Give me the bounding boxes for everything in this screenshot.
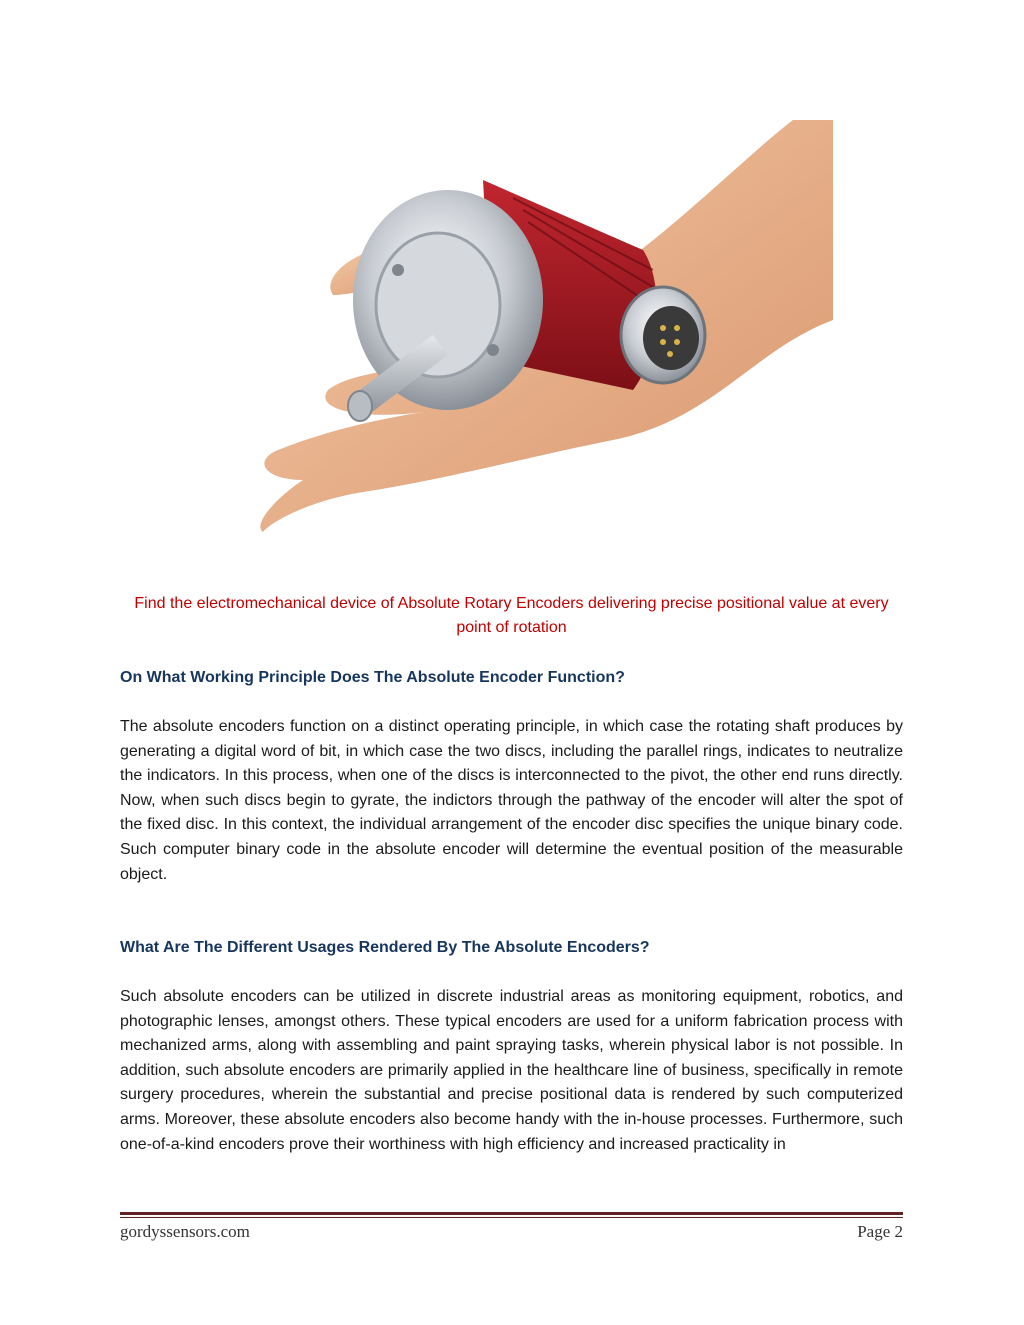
- rotary-encoder-icon: [193, 120, 833, 550]
- section-body-working-principle: The absolute encoders function on a distinct operating principle, in which case the rotating shaft produces by generating a digital word of bit, in which case the two discs, including the parallel rings, indicates to neutralize the indicators. In this process, when one of the discs is interconnected to the pivot, the other end runs directly. Now, when such discs begin to gyrate, the indictors through the pathway of the encoder will alter the spot of the fixed disc. In this context, the individual arrangement of the encoder disc specifies the unique binary code. Such computer binary code in the absolute encoder will determine the eventual position of the measurable object.: [120, 718, 903, 883]
- footer-divider: [120, 1212, 903, 1215]
- page-number: Page 2: [857, 1222, 903, 1241]
- section-heading-usages: What Are The Different Usages Rendered By The Absolute Encoders?: [120, 939, 650, 956]
- footer-site: gordyssensors.com: [120, 1222, 250, 1241]
- figure-caption: Find the electromechanical device of Absolute Rotary Encoders delivering precise positional value at every point of rotation: [134, 595, 889, 636]
- encoder-photo: [193, 120, 833, 550]
- section-body-usages: Such absolute encoders can be utilized in discrete industrial areas as monitoring equipment, robotics, and photographic lenses, amongst others. These typical encoders are used for a uniform fabrication process with mechanized arms, along with assembling and paint spraying tasks, wherein physical labor is not possible. In addition, such absolute encoders are primarily applied in the healthcare line of business, specifically in remote surgery procedures, wherein the substantial and precise positional data is rendered by such computerized arms. Moreover, these absolute encoders also become handy with the in-house processes. Furthermore, such one-of-a-kind encoders prove their worthiness with high efficiency and increased practicality in: [120, 988, 903, 1153]
- footer-divider-thin: [120, 1217, 903, 1218]
- section-heading-working-principle: On What Working Principle Does The Absolute Encoder Function?: [120, 669, 625, 686]
